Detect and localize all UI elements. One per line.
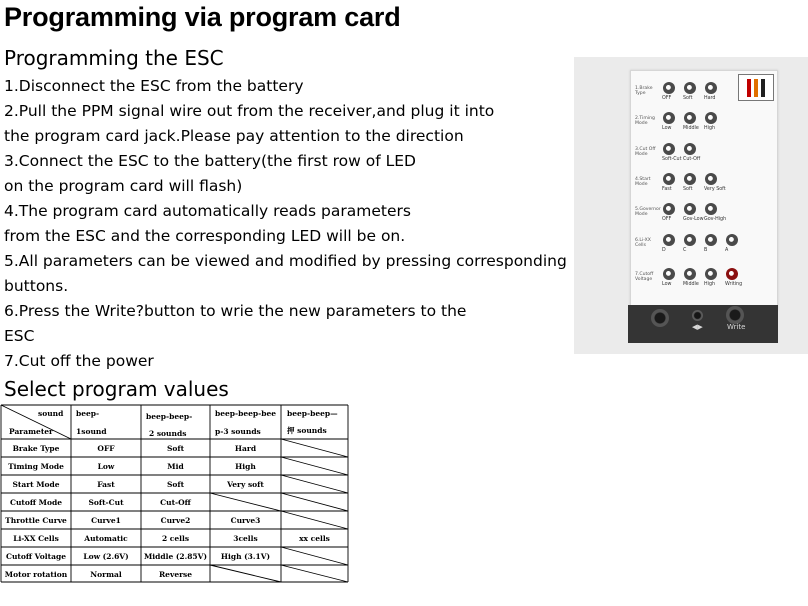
led-option-label: Low — [662, 282, 672, 287]
table-row-header: Motor rotation — [4, 570, 68, 579]
table-cell: Reverse — [158, 570, 193, 579]
write-button-label: Write — [727, 323, 746, 331]
card-row-label: 4.Start Mode — [635, 177, 651, 188]
led-indicator — [684, 112, 696, 124]
led-indicator — [705, 268, 717, 280]
led-option-label: OFF — [662, 96, 672, 101]
card-button-bar — [628, 305, 778, 343]
instruction-line: ESC — [4, 327, 35, 345]
instruction-line: from the ESC and the corresponding LED will be on. — [4, 227, 406, 245]
led-option-label: Gov-High — [704, 217, 727, 222]
table-cell: Curve2 — [160, 516, 191, 525]
led-indicator — [705, 173, 717, 185]
table-cell: Low — [97, 462, 115, 471]
table-row-header: Li-XX Cells — [13, 534, 59, 543]
card-row-label: 5.Governor Mode — [635, 207, 661, 218]
table-cell: 3cells — [233, 534, 258, 543]
instruction-line: 5.All parameters can be viewed and modified by pressing corresponding — [4, 252, 567, 270]
instruction-list — [4, 74, 567, 374]
table-row-header: Brake Type — [12, 444, 60, 453]
card-row-label: 1.Brake Type — [635, 86, 653, 97]
table-header-cell: Parameter — [9, 427, 54, 436]
led-option-label: OFF — [662, 217, 672, 222]
card-button-middle[interactable] — [692, 310, 703, 321]
led-option-label: Very Soft — [704, 187, 726, 192]
card-button-write[interactable] — [726, 306, 744, 324]
table-row-header: Timing Mode — [8, 462, 64, 471]
led-option-label: C — [683, 248, 687, 253]
table-cell: Middle (2.85V) — [143, 552, 208, 561]
table-row-header: Start Mode — [12, 480, 60, 489]
table-cell: Mid — [167, 462, 184, 471]
table-cell: Automatic — [84, 534, 128, 543]
instruction-line: buttons. — [4, 277, 69, 295]
led-indicator — [705, 234, 717, 246]
led-indicator — [684, 203, 696, 215]
instruction-line: 2.Pull the PPM signal wire out from the receiver,and plug it into — [4, 102, 495, 120]
table-cell: Hard — [234, 444, 257, 453]
table-cell: Low (2.6V) — [83, 552, 129, 561]
table-cell: Curve3 — [230, 516, 261, 525]
led-option-label: A — [725, 248, 729, 253]
led-indicator — [705, 203, 717, 215]
led-indicator — [663, 143, 675, 155]
led-indicator — [684, 268, 696, 280]
led-indicator — [663, 234, 675, 246]
led-option-label: High — [704, 126, 716, 131]
led-indicator — [684, 82, 696, 94]
table-header-cell: beep-beep- — [146, 412, 193, 421]
table-cell: Fast — [97, 480, 115, 489]
table-row-header: Throttle Curve — [5, 516, 67, 525]
table-header-cell: beep-beep— — [287, 409, 338, 418]
card-row-label: 7.Cutoff Voltage — [635, 272, 654, 283]
instruction-line: 7.Cut off the power — [4, 352, 154, 370]
plug-wire-red — [747, 79, 751, 97]
led-option-label: Cut-Off — [683, 157, 701, 162]
led-indicator — [663, 112, 675, 124]
led-indicator — [684, 143, 696, 155]
program-values-table — [0, 404, 350, 584]
table-cell: OFF — [97, 444, 115, 453]
plug-wire-black — [761, 79, 765, 97]
card-button-left[interactable] — [651, 309, 669, 327]
page-title: Programming via program card — [4, 2, 401, 32]
table-header-cell: beep- — [76, 409, 100, 418]
led-indicator — [663, 82, 675, 94]
section-heading-programming: Programming the ESC — [4, 46, 224, 70]
led-option-label: Hard — [704, 96, 716, 101]
led-indicator — [663, 203, 675, 215]
instruction-line: 6.Press the Write?button to wrie the new parameters to the — [4, 302, 467, 320]
table-cell: Very soft — [227, 480, 264, 489]
card-row-label: 6.Li-XX Cells — [635, 238, 651, 249]
instruction-line: 1.Disconnect the ESC from the battery — [4, 77, 304, 95]
table-cell: High — [235, 462, 256, 471]
table-cell: Cut-Off — [160, 498, 191, 507]
table-row-header: Cutoff Voltage — [6, 552, 66, 561]
card-row-label: 3.Cut Off Mode — [635, 147, 656, 158]
led-option-label: High — [704, 282, 716, 287]
led-option-label: Soft — [683, 187, 693, 192]
led-indicator — [726, 234, 738, 246]
table-header-cell: sound — [38, 409, 64, 418]
led-option-label: Soft-Cut — [662, 157, 682, 162]
table-cell: Soft — [166, 480, 185, 489]
instruction-line: on the program card will flash) — [4, 177, 243, 195]
led-indicator — [663, 268, 675, 280]
table-header-cell: 1sound — [76, 427, 107, 436]
led-option-label: Soft — [683, 96, 693, 101]
instruction-line: the program card jack.Please pay attention to the direction — [4, 127, 464, 145]
table-cell: Normal — [90, 570, 122, 579]
table-header-cell: 押 sounds — [287, 426, 327, 435]
led-indicator — [663, 173, 675, 185]
signal-plug-icon — [738, 74, 774, 101]
plug-wire-orange — [754, 79, 758, 97]
led-option-label: Gov-Low — [683, 217, 704, 222]
table-row-header: Cutoff Mode — [10, 498, 62, 507]
nav-arrows-icon: ◀▶ — [692, 323, 703, 331]
led-indicator — [705, 82, 717, 94]
led-option-label: Writing — [725, 282, 743, 287]
instruction-line: 4.The program card automatically reads parameters — [4, 202, 411, 220]
instruction-line: 3.Connect the ESC to the battery(the first row of LED — [4, 152, 416, 170]
table-cell: Soft-Cut — [88, 498, 124, 507]
led-indicator — [705, 112, 717, 124]
table-header-cell: beep-beep-bee — [215, 409, 277, 418]
card-row-label: 2.Timing Mode — [635, 116, 655, 127]
table-cell: Curve1 — [91, 516, 121, 525]
section-heading-select-values: Select program values — [4, 377, 229, 401]
table-cell: High (3.1V) — [220, 552, 271, 561]
table-cell: xx cells — [299, 534, 330, 543]
led-option-label: Middle — [683, 282, 699, 287]
led-indicator — [684, 173, 696, 185]
table-header-cell: 2 sounds — [149, 429, 187, 438]
table-cell: 2 cells — [161, 534, 190, 543]
led-option-label: Fast — [662, 187, 672, 192]
led-option-label: Low — [662, 126, 672, 131]
led-option-label: D — [662, 248, 666, 253]
table-cell: Soft — [166, 444, 185, 453]
table-header-cell: p-3 sounds — [215, 427, 261, 436]
led-option-label: B — [704, 248, 708, 253]
led-indicator — [684, 234, 696, 246]
led-indicator — [726, 268, 738, 280]
led-option-label: Middle — [683, 126, 699, 131]
